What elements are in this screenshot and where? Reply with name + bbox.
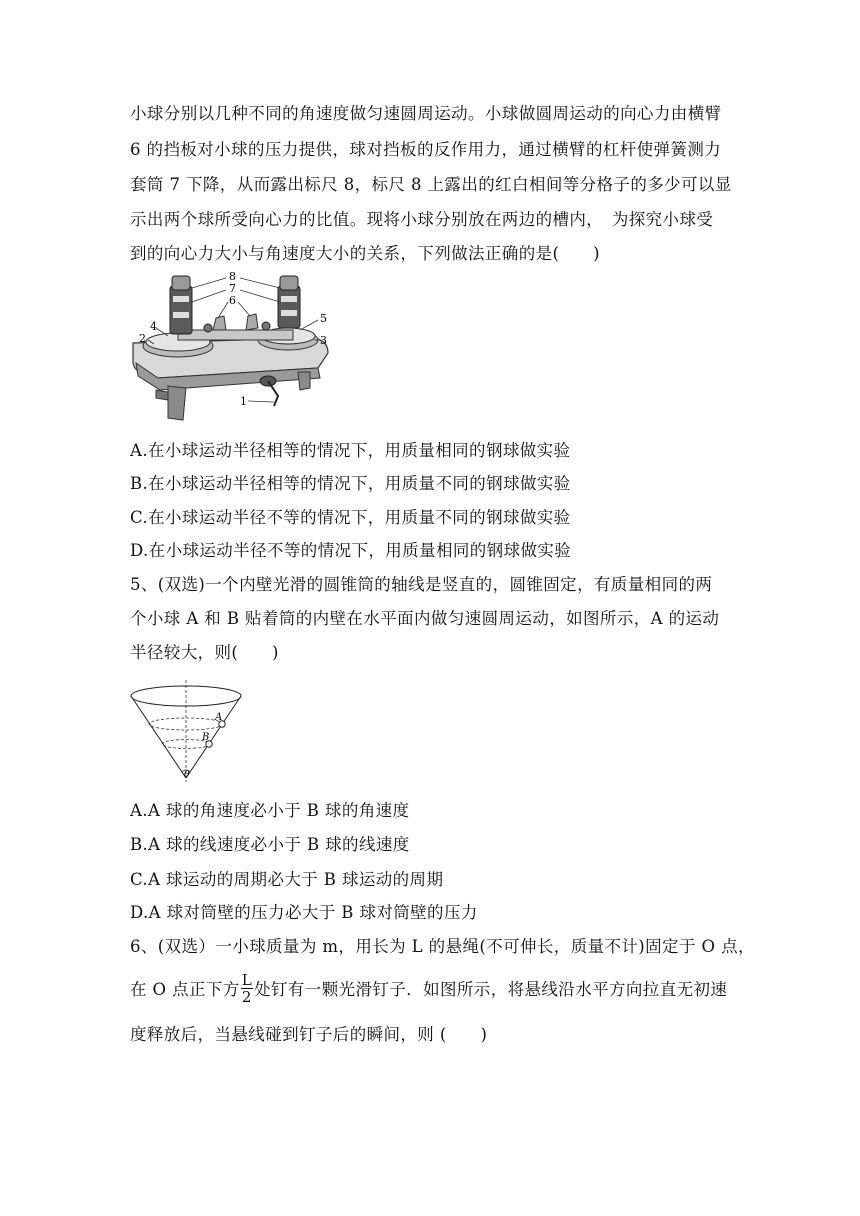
- intro-line-2: 6 的挡板对小球的压力提供，球对挡板的反作用力，通过横臂的杠杆使弹簧测力: [130, 140, 722, 159]
- centripetal-apparatus-figure: [128, 268, 348, 438]
- apparatus-label-8: 8: [229, 270, 236, 283]
- intro-line-1: 小球分别以几种不同的角速度做匀速圆周运动。小球做圆周运动的向心力由横臂: [130, 104, 722, 123]
- q4-option-c: C.在小球运动半径不等的情况下，用质量不同的钢球做实验: [130, 508, 571, 527]
- cone-figure: [128, 678, 253, 788]
- q6-stem-line-3: 度释放后，当悬线碰到钉子后的瞬间，则 ( ): [130, 1025, 488, 1044]
- q6-line2-prefix: 在 O 点正下方: [130, 980, 240, 999]
- apparatus-label-7: 7: [229, 282, 236, 295]
- q6-line2-suffix: 处钉有一颗光滑钉子．如图所示，将悬线沿水平方向拉直无初速: [254, 980, 728, 999]
- fraction-l-over-2: [241, 972, 253, 1005]
- intro-line-3: 套筒 7 下降，从而露出标尺 8，标尺 8 上露出的红白相间等分格子的多少可以显: [130, 175, 732, 194]
- intro-line-4: 示出两个球所受向心力的比值。现将小球分别放在两边的槽内， 为探究小球受: [130, 210, 714, 229]
- q4-option-d: D.在小球运动半径不等的情况下，用质量相同的钢球做实验: [130, 541, 572, 560]
- cone-label-theta: θ: [184, 770, 190, 780]
- q6-stem-line-2: [130, 971, 728, 1007]
- q4-option-b: B.在小球运动半径相等的情况下，用质量不同的钢球做实验: [130, 474, 571, 493]
- q6-stem-line-1: 6、(双选）一小球质量为 m，用长为 L 的悬绳(不可伸长，质量不计)固定于 O 点，: [130, 937, 755, 956]
- apparatus-label-6: 6: [229, 294, 236, 307]
- cone-label-b: B: [202, 732, 210, 743]
- q5-stem-line-2: 个小球 A 和 B 贴着筒的内壁在水平面内做匀速圆周运动，如图所示，A 的运动: [130, 609, 720, 628]
- q5-option-c: C.A 球运动的周期必大于 B 球运动的周期: [130, 870, 444, 889]
- apparatus-label-1: 1: [240, 395, 247, 408]
- q5-option-a: A.A 球的角速度必小于 B 球的角速度: [130, 801, 410, 820]
- fraction-denominator: 2: [241, 988, 252, 1006]
- apparatus-label-2: 2: [139, 332, 146, 345]
- q5-option-d: D.A 球对筒壁的压力必大于 B 球对筒壁的压力: [130, 903, 478, 922]
- q5-stem-line-1: 5、(双选)一个内壁光滑的圆锥筒的轴线是竖直的，圆锥固定，有质量相同的两: [130, 575, 713, 594]
- fraction-numerator: L: [241, 971, 253, 989]
- q4-option-a: A.在小球运动半径相等的情况下，用质量相同的钢球做实验: [130, 441, 571, 460]
- apparatus-label-4: 4: [150, 320, 157, 333]
- intro-line-5: 到的向心力大小与角速度大小的关系，下列做法正确的是( ): [130, 244, 600, 263]
- apparatus-label-5: 5: [320, 312, 327, 325]
- apparatus-label-3: 3: [320, 334, 327, 347]
- q5-option-b: B.A 球的线速度必小于 B 球的线速度: [130, 835, 410, 854]
- cone-label-a: A: [215, 712, 223, 723]
- q5-stem-line-3: 半径较大，则( ): [130, 643, 279, 662]
